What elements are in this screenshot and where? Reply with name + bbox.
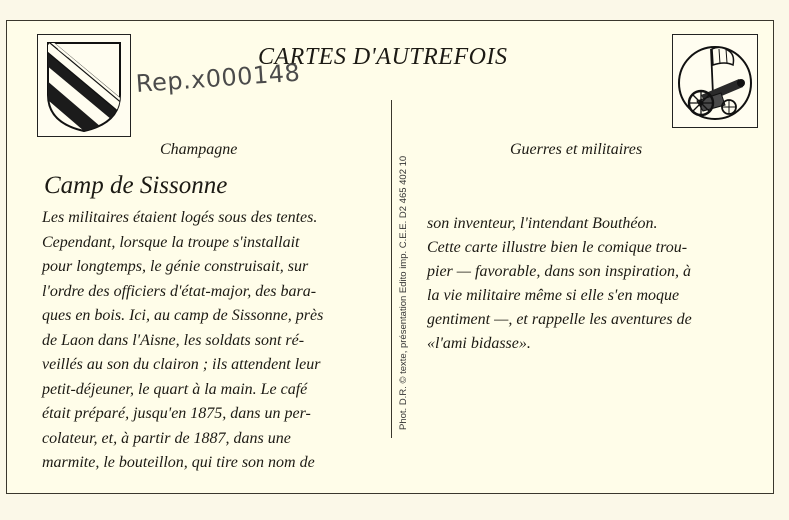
body-line: Cette carte illustre bien le comique trou- (427, 239, 688, 256)
body-line: pier — favorable, dans son inspiration, à (427, 263, 692, 280)
body-line: la vie militaire même si elle s'en moque (427, 287, 680, 304)
body-line: marmite, le bouteillon, qui tire son nom de (42, 454, 315, 471)
champagne-coat-of-arms-icon (38, 35, 130, 136)
center-divider (391, 100, 392, 438)
body-line: ques en bois. Ici, au camp de Sissonne, près (42, 307, 324, 324)
body-line: veillés au son du clairon ; ils attendent leur (42, 356, 321, 373)
body-line: de Laon dans l'Aisne, les soldats sont ré- (42, 332, 305, 349)
body-line: «l'ami bidasse». (427, 335, 531, 352)
photo-credits: Phot. D.R. © texte, présentation Edito imp. C.E.E. D2 465 402 10 (398, 155, 409, 430)
body-line: petit-déjeuner, le quart à la main. Le café (42, 381, 308, 398)
handwritten-reference: Rep.x000148 (135, 58, 302, 98)
credits-container (398, 155, 410, 442)
body-line: son inventeur, l'intendant Bouthéon. (427, 215, 658, 232)
place-title: Camp de Sissonne (44, 172, 228, 199)
body-line: gentiment —, et rappelle les aventures de (427, 311, 692, 328)
body-line: colateur, et, à partir de 1887, dans une (42, 430, 291, 447)
coat-of-arms-frame (37, 34, 131, 137)
theme-label: Guerres et militaires (510, 141, 643, 158)
body-line: Les militaires étaient logés sous des tentes. (42, 209, 318, 226)
body-line: Cependant, lorsque la troupe s'installait (42, 234, 300, 251)
region-label: Champagne (160, 141, 238, 158)
body-line: était préparé, jusqu'en 1875, dans un per- (42, 405, 311, 422)
military-emblem-frame (672, 34, 758, 128)
cannon-and-flag-icon (673, 35, 757, 127)
series-title: CARTES D'AUTREFOIS (258, 44, 508, 70)
body-line: pour longtemps, le génie construisait, sur (42, 258, 309, 275)
body-line: l'ordre des officiers d'état-major, des bara- (42, 283, 317, 300)
